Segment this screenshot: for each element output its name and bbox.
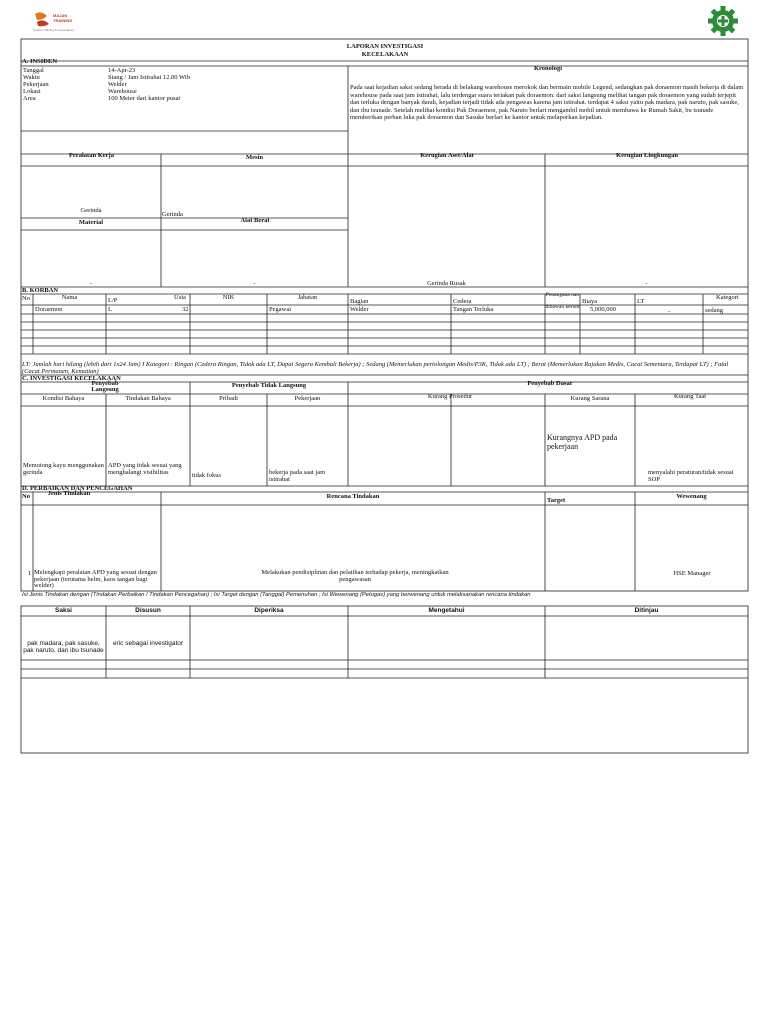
col-prev-rencana: Rencana Tindakan (326, 493, 380, 500)
victim-biaya: 5,000,000 (590, 306, 616, 313)
col-prev-no: No (22, 493, 30, 500)
col-nik: NIK (222, 294, 235, 301)
prev-no: 1 (28, 570, 32, 577)
col-prev-jenis: Jenis Tindakan (47, 490, 91, 497)
sub-kurang-taat: Kurang Taat (673, 393, 707, 400)
sub-kurang-sarana: Kurang Sarana (570, 395, 610, 402)
victim-bagian: Welder (350, 306, 369, 313)
col-usia: Usia (174, 294, 186, 301)
col-jabatan: Jabatan (297, 294, 318, 301)
value-pribadi: tidak fokus (192, 472, 222, 479)
header-kerugian-aset: Kerugian Aset/Alat (420, 152, 474, 159)
header-alat-berat: Alat Berat (240, 217, 270, 224)
col-bagian: Bagian (350, 298, 369, 305)
prevention-note: Isi Jenis Tindakan dengan (Tindakan Perbaikan / Tindakan Pencegahan) ; Isi Target dengan (Tanggal) Pemenuhan ; Isi Wewenang (Petugas) yang berwenang untuk melaksanakan rencana tindakan (22, 592, 531, 598)
sig-disusun-value: eric sebagai investigator (112, 640, 184, 647)
value-mesin: Gerinda (162, 211, 183, 218)
sub-pribadi: Pribadi (219, 395, 238, 402)
sig-saksi-value: pak madara, pak sasuke, pak naruto, dan ibu tsunade (23, 640, 104, 654)
value-alat-berat: - (253, 280, 256, 287)
header-penyebab-tidak-langsung: Penyebab Tidak Langsung (231, 382, 307, 389)
col-prev-wewenang: Wewenang (676, 493, 707, 500)
sub-kurang-prosedur: Kurang Prosedur (427, 393, 473, 400)
sig-header-disusun: Disusun (135, 607, 161, 614)
col-penanganan: Penangana nan (545, 292, 580, 298)
value-area: 100 Meter dari kantor pusat (108, 95, 181, 102)
label-tanggal: Tanggal (23, 67, 44, 74)
section-prevention: D. PERBAIKAN DAN PENCEGAHAN (22, 485, 133, 492)
victim-usia: 32 (182, 306, 189, 313)
value-material: - (89, 280, 93, 287)
kronologi-text: Pada saat kejadian saksi sedang berada di belakang warehouse merokok dan bermain mobile Legend, sedangkan pak doraemon masih bekerja di dalam warehouse pada saat jam istirahat, lalu terdengar suara teriakan pak doraemon. dari saksi langsung melihat tangan pak doraemon yang sudah terjepit dan terluka dengan banyak darah, kejadian terjadi tidak ada pengawas karena jam istirahat. terdapat 4 saksi yaitu pak madara, pak naruto, pak sasuke, dan ibu tsunade. Setelah melihat kondisi Pak Doraemon, pak Naruto berlari mengambil mobil untuk membawa ke Rumah Sakit, bu tsunade memberikan perban luka pak doraemon dan Sasuke berlari ke kantor untuk melaporkan kejadian. (350, 84, 744, 122)
label-lokasi: Lokasi (23, 88, 41, 95)
kronologi-title: Kronologi (533, 65, 563, 72)
header-material: Material (78, 219, 104, 226)
value-peralatan-kerja: Gerinda (80, 207, 102, 214)
report-title-line1: LAPORAN INVESTIGASI (346, 43, 424, 50)
value-kerugian-aset: Gerinda Rusak (427, 280, 466, 287)
victim-penanganan: dibawah kerum (545, 304, 580, 310)
report-title-line2: KECELAKAAN (361, 51, 409, 58)
victim-note: LT: Jumlah hari hilang (lebih dari 1x24 Jam) I Kategori : Ringan (Cedera Ringan, Tidak ada LT, Dapat Segera Kembali Bekerja) ; Sedang (Memerlukan pertolongan Medis/P3K, Tidak ada LT) ; Berat (Memerlukan Rujukan Medis, Cacat Sementara, Terdapat LT) ; Fatal (Cacat Permanen, Kematian) (22, 361, 729, 375)
value-waktu: Siang / Jam Istirahat 12.00 Wib (108, 74, 190, 81)
logo-sub: TRAINING (53, 18, 73, 23)
col-lp: L/P (108, 297, 118, 304)
value-pekerjaan: bekerja pada saat jam istirahat (269, 469, 326, 483)
col-prev-target: Target (547, 497, 566, 504)
section-victim: B. KORBAN (22, 287, 59, 294)
col-no: No (22, 295, 30, 302)
sig-header-diperiksa: Diperiksa (254, 607, 284, 614)
label-waktu: Waktu (23, 74, 40, 81)
prev-wewenang: HSE Manager (673, 570, 711, 577)
value-tindakan-bahaya: APD yang tidak sesuai yang menghalangi visibilitas (108, 462, 182, 476)
victim-lt: - (667, 308, 671, 315)
value-kurang-sarana: Kurangnya APD pada pekerjaan (547, 433, 618, 451)
prev-jenis: Melengkapi peralatan APD yang sesuai dengan pekerjaan (terutama helm, kaos tangan bagi welder) (34, 569, 157, 589)
col-cedera: Cedera (453, 298, 472, 305)
col-lt: LT (637, 298, 645, 305)
logo-tagline: Quality Training & Consultancy (33, 28, 75, 32)
sub-tindakan-bahaya: Tindakan Bahaya (125, 395, 171, 402)
label-pekerjaan: Pekerjaan (23, 81, 49, 88)
victim-nama: Doraemon (35, 306, 63, 313)
sub-pekerjaan: Pekerjaan (294, 395, 321, 402)
value-lokasi: Warehouse (108, 88, 137, 95)
col-nama: Nama (61, 294, 78, 301)
section-incident: A. INSIDEN (22, 58, 58, 65)
header-peralatan-kerja: Peralatan Kerja (69, 152, 114, 159)
prev-rencana: Melakukan pendisiplinan dan pelatihan terhadap pekerja, meningkatkan pengawasan (261, 569, 449, 583)
victim-kategori: sedang (705, 307, 724, 314)
col-kategori: Kategori (716, 294, 739, 301)
value-kondisi-bahaya: Memotong kayu menggunakan gerinda (23, 462, 104, 476)
sig-header-mengetahui: Mengetahui (428, 607, 465, 614)
header-mesin: Mesin (246, 154, 263, 161)
sub-kondisi-bahaya: Kondisi Bahaya (42, 395, 85, 402)
sig-header-ditinjau: Ditinjau (634, 607, 659, 614)
value-kurang-taat: menyalahi peraturan/tidak sesuai SOP (648, 469, 734, 483)
value-kerugian-lingkungan: - (645, 280, 648, 287)
label-area: Area (23, 95, 36, 102)
value-tanggal: 14-Apr-23 (108, 67, 136, 74)
value-pekerjaan: Welder (108, 81, 127, 88)
victim-lp: L (108, 306, 112, 313)
section-investigation: C. INVESTIGASI KECELAKAAN (22, 375, 121, 382)
header-penyebab-langsung: Penyebab Langsung (91, 380, 119, 393)
victim-jabatan: Pegawai (269, 306, 292, 313)
header-penyebab-dasar: Penyebab Dasar (527, 380, 573, 387)
sig-header-saksi: Saksi (55, 607, 72, 614)
logo-brand: MAJAN (53, 13, 68, 18)
col-biaya: Biaya (582, 298, 598, 305)
header-kerugian-lingkungan: Kerugian Lingkungan (616, 152, 678, 159)
victim-cedera: Tangan Terluka (453, 306, 494, 313)
